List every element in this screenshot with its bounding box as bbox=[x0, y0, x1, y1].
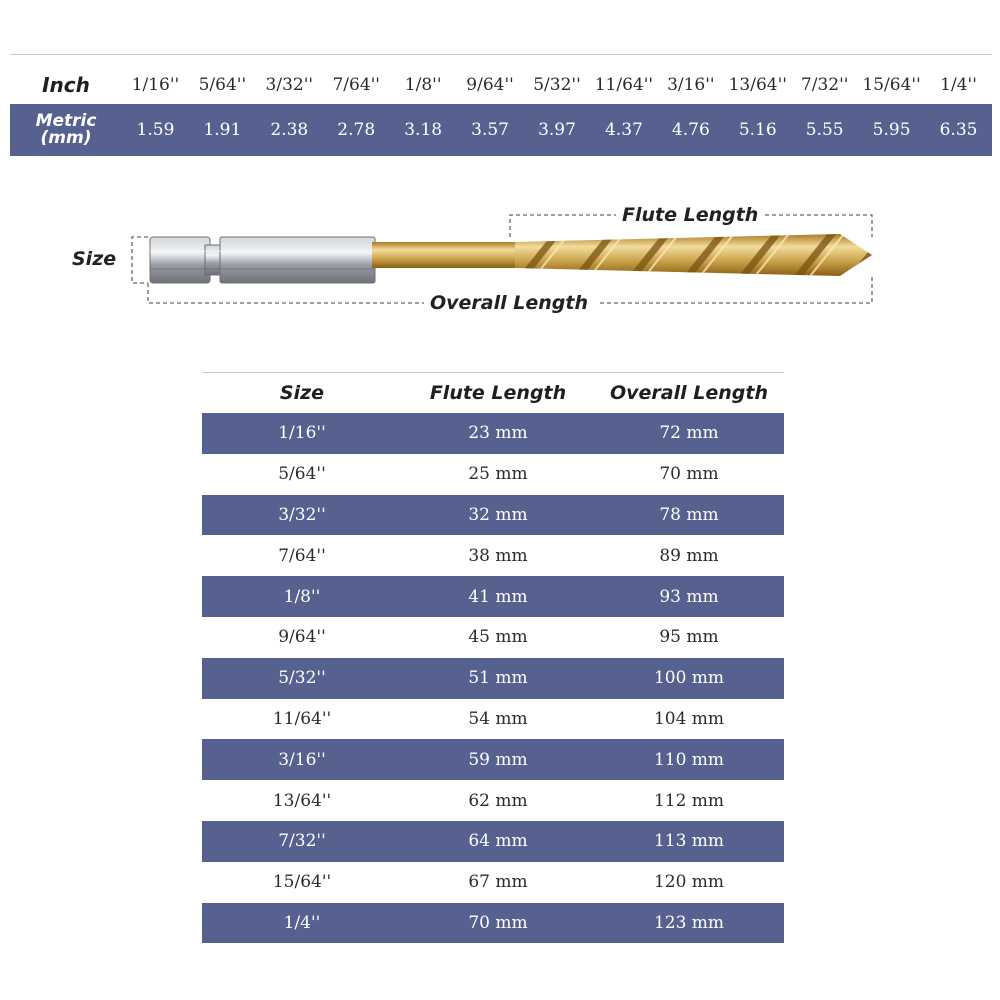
overall-cell: 120 mm bbox=[653, 872, 725, 893]
inch-cell: 3/32'' bbox=[265, 75, 314, 95]
size-cell: 5/32'' bbox=[278, 668, 326, 689]
overall-cell: 112 mm bbox=[653, 790, 725, 811]
flute-cell: 54 mm bbox=[468, 708, 528, 729]
table-row bbox=[202, 699, 784, 740]
inch-cell: 5/64'' bbox=[198, 75, 247, 95]
table-row bbox=[202, 658, 784, 699]
drill-bit-diagram bbox=[0, 185, 1000, 335]
flute-cell: 64 mm bbox=[468, 831, 528, 852]
metric-cell: 3.57 bbox=[471, 120, 509, 140]
flute-length-label: Flute Length bbox=[616, 204, 764, 226]
top-divider bbox=[10, 54, 992, 55]
table-row bbox=[202, 862, 784, 903]
flute-cell: 70 mm bbox=[468, 912, 528, 933]
table-row bbox=[202, 780, 784, 821]
table-row bbox=[202, 739, 784, 780]
size-cell: 13/64'' bbox=[272, 790, 332, 811]
inch-cell: 5/32'' bbox=[533, 75, 581, 95]
size-label: Size bbox=[66, 248, 122, 270]
flute-cell: 67 mm bbox=[468, 872, 528, 893]
inch-label: Inch bbox=[42, 73, 90, 97]
inch-cell: 7/64'' bbox=[332, 75, 380, 95]
inch-cell: 7/32'' bbox=[800, 75, 849, 95]
flute-cell: 62 mm bbox=[468, 790, 528, 811]
flute-cell: 51 mm bbox=[468, 668, 528, 689]
metric-cell: 5.16 bbox=[738, 120, 777, 140]
spec-table-body bbox=[202, 413, 784, 943]
metric-cell: 2.38 bbox=[270, 120, 309, 140]
overall-cell: 93 mm bbox=[659, 586, 719, 607]
size-cell: 7/64'' bbox=[278, 545, 326, 566]
header-size: Size bbox=[279, 382, 325, 404]
header-overall-length: Overall Length bbox=[610, 382, 768, 404]
metric-cell: 1.91 bbox=[203, 120, 242, 140]
table-row bbox=[202, 495, 784, 536]
table-row bbox=[202, 617, 784, 658]
metric-label bbox=[10, 113, 122, 147]
size-cell: 15/64'' bbox=[272, 872, 332, 893]
metric-cell: 6.35 bbox=[939, 120, 978, 140]
table-row bbox=[202, 576, 784, 617]
metric-label-line1: Metric bbox=[35, 111, 97, 131]
flute-cell: 45 mm bbox=[468, 627, 528, 648]
conversion-inch-row bbox=[10, 66, 992, 104]
inch-cell: 3/16'' bbox=[667, 75, 715, 95]
flute-cell: 59 mm bbox=[468, 749, 528, 770]
metric-cell: 2.78 bbox=[337, 120, 376, 140]
overall-cell: 89 mm bbox=[659, 545, 719, 566]
overall-cell: 100 mm bbox=[653, 668, 725, 689]
inch-cell: 1/8'' bbox=[404, 75, 442, 95]
metric-cell: 1.59 bbox=[136, 120, 175, 140]
size-cell: 1/8'' bbox=[283, 586, 321, 607]
flute-cell: 25 mm bbox=[468, 464, 528, 485]
metric-cell: 4.76 bbox=[671, 120, 710, 140]
overall-cell: 110 mm bbox=[653, 749, 725, 770]
metric-cell: 4.37 bbox=[604, 120, 643, 140]
inch-cell: 9/64'' bbox=[466, 75, 514, 95]
spec-table bbox=[202, 372, 784, 943]
overall-cell: 113 mm bbox=[653, 831, 725, 852]
size-cell: 5/64'' bbox=[278, 464, 326, 485]
overall-cell: 70 mm bbox=[659, 464, 719, 485]
conversion-metric-row bbox=[10, 104, 992, 156]
flute-cell: 23 mm bbox=[468, 423, 528, 444]
metric-label-line2: (mm) bbox=[40, 128, 92, 148]
size-cell: 1/16'' bbox=[278, 423, 326, 444]
overall-cell: 95 mm bbox=[659, 627, 719, 648]
table-row bbox=[202, 535, 784, 576]
inch-cell: 1/4'' bbox=[940, 75, 977, 95]
size-cell: 1/4'' bbox=[283, 912, 321, 933]
size-cell: 9/64'' bbox=[278, 627, 326, 648]
size-cell: 7/32'' bbox=[278, 831, 326, 852]
flute-cell: 32 mm bbox=[468, 504, 528, 525]
metric-cell: 3.18 bbox=[404, 120, 443, 140]
size-cell: 3/16'' bbox=[278, 749, 326, 770]
flute-cell: 41 mm bbox=[468, 586, 528, 607]
table-row bbox=[202, 454, 784, 495]
flute-cell: 38 mm bbox=[468, 545, 528, 566]
inch-cell: 13/64'' bbox=[728, 75, 787, 95]
inch-cell: 15/64'' bbox=[862, 75, 921, 95]
header-flute-length: Flute Length bbox=[429, 382, 567, 404]
overall-cell: 104 mm bbox=[653, 708, 725, 729]
metric-cell: 5.55 bbox=[805, 120, 844, 140]
inch-cell: 1/16'' bbox=[131, 75, 180, 95]
overall-cell: 123 mm bbox=[653, 912, 725, 933]
overall-cell: 78 mm bbox=[659, 504, 719, 525]
table-row bbox=[202, 413, 784, 454]
table-row bbox=[202, 903, 784, 944]
size-cell: 3/32'' bbox=[278, 504, 326, 525]
inch-cell: 11/64'' bbox=[594, 75, 654, 95]
overall-length-label: Overall Length bbox=[424, 292, 594, 314]
spec-table-header bbox=[202, 373, 784, 413]
metric-cell: 3.97 bbox=[538, 120, 576, 140]
metric-cell: 5.95 bbox=[872, 120, 911, 140]
overall-cell: 72 mm bbox=[659, 423, 719, 444]
table-row bbox=[202, 821, 784, 862]
size-cell: 11/64'' bbox=[272, 708, 332, 729]
